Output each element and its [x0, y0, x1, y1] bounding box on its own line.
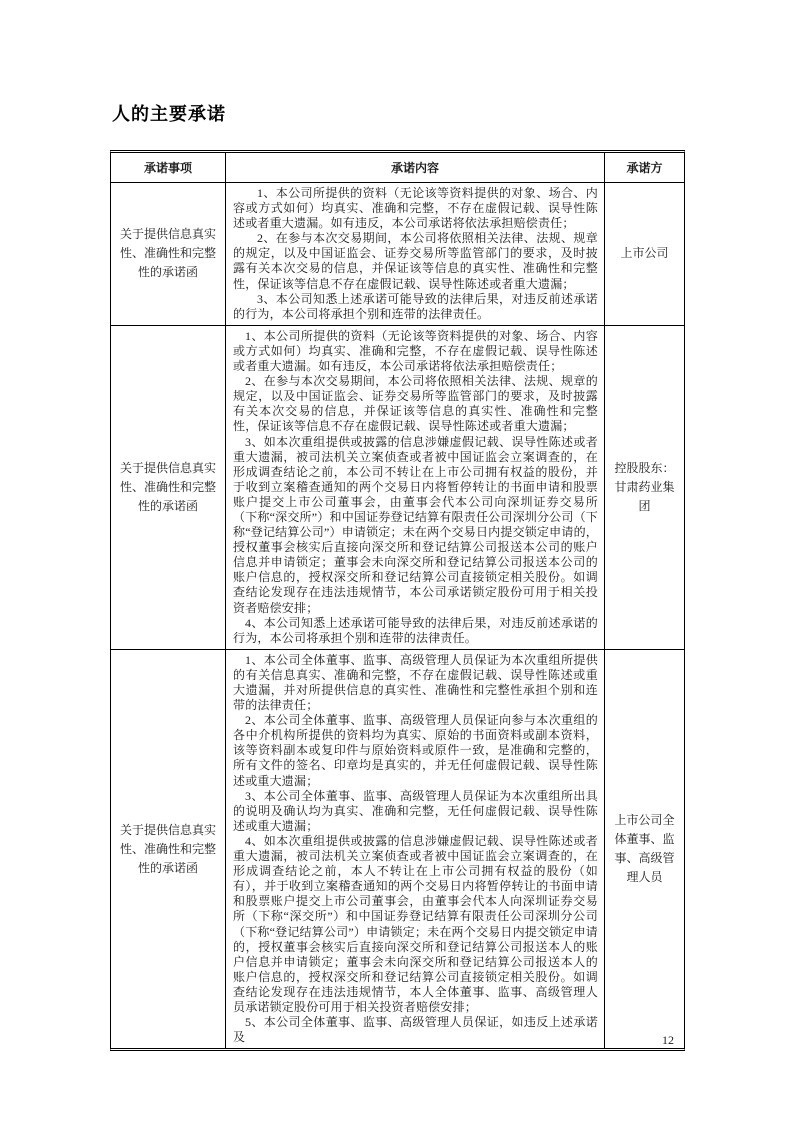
content-paragraph: 2、本公司全体董事、监事、高级管理人员保证向参与本次重组的各中介机构所提供的资料均为真实、原始的书面资料或副本资料，该等资料副本或复印件与原始资料或原件一致，是准确和完整的，所有文件的签名、印章均是真实的，并无任何虚假记载、误导性陈述或重大遗漏；	[233, 713, 598, 788]
table-header-row	[111, 153, 684, 183]
content-paragraph: 4、如本次重组提供或披露的信息涉嫌虚假记载、误导性陈述或者重大遗漏，被司法机关立案侦查或者被中国证监会立案调查的，在形成调查结论之前，本人不转让在上市公司拥有权益的股份（如有），并于收到立案稽查通知的两个交易日内将暂停转让的书面申请和股票账户提交上市公司董事会，由董事会代本人向深圳证券交易所（下称“深交所”）和中国证券登记结算有限责任公司深圳分公司（下称“登记结算公司”）申请锁定；未在两个交易日内提交锁定申请的，授权董事会核实后直接向深交所和登记结算公司报送本人的账户信息并申请锁定；董事会未向深交所和登记结算公司报送本人的账户信息的，授权深交所和登记结算公司直接锁定相关股份。如调查结论发现存在违法违规情节，本人全体董事、监事、高级管理人员承诺锁定股份可用于相关投资者赔偿安排；	[233, 833, 598, 1014]
content-paragraph: 3、如本次重组提供或披露的信息涉嫌虚假记载、误导性陈述或者重大遗漏，被司法机关立案侦查或者被中国证监会立案调查的，在形成调查结论之前，本公司不转让在上市公司拥有权益的股份，并于收到立案稽查通知的两个交易日内将暂停转让的书面申请和股票账户提交上市公司董事会，由董事会代本公司向深圳证券交易所（下称“深交所”）和中国证券登记结算有限责任公司深圳分公司（下称“登记结算公司”）申请锁定；未在两个交易日内提交锁定申请的，授权董事会核实后直接向深交所和登记结算公司报送本公司的账户信息并申请锁定；董事会未向深交所和登记结算公司报送本公司的账户信息的，授权深交所和登记结算公司直接锁定相关股份。如调查结论发现存在违法违规情节，本公司承诺锁定股份可用于相关投资者赔偿安排；	[233, 434, 598, 615]
content-paragraph: 1、本公司所提供的资料（无论该等资料提供的对象、场合、内容或方式如何）均真实、准确和完整，不存在虚假记载、误导性陈述或者重大遗漏。如有违反，本公司承诺将依法承担赔偿责任；	[233, 186, 598, 231]
commitment-item-cell: 关于提供信息真实性、准确性和完整性的承诺函	[111, 326, 226, 649]
table-row	[111, 326, 684, 650]
content-paragraph: 1、本公司所提供的资料（无论该等资料提供的对象、场合、内容或方式如何）均真实、准确和完整，不存在虚假记载、误导性陈述或者重大遗漏。如有违反，本公司承诺将依法承担赔偿责任；	[233, 328, 598, 374]
content-paragraph: 3、本公司全体董事、监事、高级管理人员保证为本次重组所出具的说明及确认均为真实、准确和完整，无任何虚假记载、误导性陈述或重大遗漏；	[233, 788, 598, 833]
commitment-content-cell	[226, 326, 605, 649]
commitment-party-cell: 上市公司全体董事、监事、高级管理人员	[614, 813, 675, 885]
content-paragraph: 2、在参与本次交易期间，本公司将依照相关法律、法规、规章的规定，以及中国证监会、证券交易所等监管部门的要求，及时披露有关本次交易的信息，并保证该等信息的真实性、准确性和完整性，保证该等信息不存在虚假记载、误导性陈述或者重大遗漏；	[233, 231, 598, 291]
table-row	[111, 650, 684, 1048]
content-paragraph: 4、本公司知悉上述承诺可能导致的法律后果，对违反前述承诺的行为，本公司将承担个别和连带的法律责任。	[233, 615, 598, 645]
content-paragraph: 2、在参与本次交易期间，本公司将依照相关法律、法规、规章的规定，以及中国证监会、证券交易所等监管部门的要求，及时披露有关本次交易的信息，并保证该等信息的真实性、准确性和完整性，保证该等信息不存在虚假记载、误导性陈述或者重大遗漏；	[233, 374, 598, 434]
page-number: 12	[662, 1033, 674, 1047]
commitment-item-cell: 关于提供信息真实性、准确性和完整性的承诺函	[111, 650, 226, 1048]
header-commitment-party: 承诺方	[626, 161, 663, 175]
commitment-content-cell	[226, 183, 605, 325]
commitment-item-cell: 关于提供信息真实性、准确性和完整性的承诺函	[111, 183, 226, 325]
header-commitment-item: 承诺事项	[111, 153, 226, 182]
commitment-party-cell: 控股股东：甘肃药业集团	[614, 460, 675, 513]
table-row	[111, 183, 684, 326]
content-paragraph: 3、本公司知悉上述承诺可能导致的法律后果，对违反前述承诺的行为，本公司将承担个别和连带的法律责任。	[233, 291, 598, 321]
commitment-content-cell	[226, 650, 605, 1048]
commitments-table	[110, 150, 685, 1051]
content-paragraph: 5、本公司全体董事、监事、高级管理人员保证，如违反上述承诺及	[233, 1015, 598, 1045]
header-commitment-content: 承诺内容	[226, 153, 605, 182]
commitment-party-cell: 上市公司	[620, 246, 669, 261]
page-title: 人的主要承诺	[112, 104, 226, 124]
content-paragraph: 1、本公司全体董事、监事、高级管理人员保证为本次重组所提供的有关信息真实、准确和完整，不存在虚假记载、误导性陈述或重大遗漏，并对所提供信息的真实性、准确性和完整性承担个别和连带的法律责任；	[233, 652, 598, 713]
